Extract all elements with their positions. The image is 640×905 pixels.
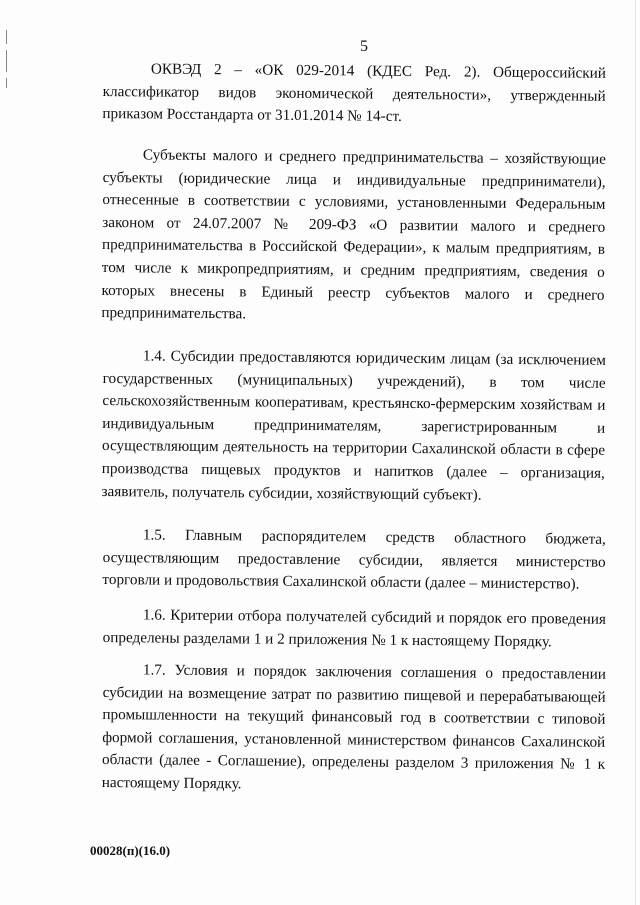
paragraph-1-5 xyxy=(102,524,606,597)
paragraph-text: 1.4. Субсидии предоставляются юридическим лицам (за исключением государственных (муниципальных) учреждений), в том числе сельскохозяйственным кооперативам, крестьянско-фермерским хозяйствам и индивидуальным предпринимателям, зарегистрированным и осуществляющим деятельность на территории Сахалинской области в сфере производства пищевых продуктов и напитков (далее – организация, заявитель, получатель субсидии, хозяйствующий субъект). xyxy=(101,347,606,504)
margin-binding-marks xyxy=(6,30,9,130)
paragraph-text: ОКВЭД 2 – «ОК 029-2014 (КДЕС Ред. 2). Общероссийский классификатор видов экономической деятельности», утвержденный приказом Росстандарта от 31.01.2014 № 14-ст. xyxy=(102,60,606,126)
paragraph-text: 1.5. Главным распорядителем средств областного бюджета, осуществляющим предоставление субсидии, является министерство торговли и продовольствия Сахалинской области (далее – министерство). xyxy=(102,526,606,593)
page-number: 5 xyxy=(360,38,368,55)
paragraph-okved xyxy=(102,58,606,131)
paragraph-text: Субъекты малого и среднего предпринимательства – хозяйствующие субъекты (юридические лица и индивидуальные предприниматели), отнесенные в соответствии с условиями, установленными Федеральным законом от 24.07.2007 № 209-ФЗ «О развитии малого и среднего предпринимательства в Российской Федерации», к малым предприятиям, в том числе к микропредприятиям, и средним предприятиям, сведения о которых внесены в Единый реестр субъектов малого и среднего предпринимательства. xyxy=(101,146,606,323)
footer-document-code: 00028(п)(16.0) xyxy=(90,843,171,858)
paragraph-text: 1.6. Критерии отбора получателей субсидий и порядок его проведения определены разделами 1 и 2 приложения № 1 к настоящему Порядку. xyxy=(102,606,606,650)
page-edge xyxy=(635,0,636,905)
paragraph-1-4 xyxy=(101,345,605,508)
paragraph-1-7 xyxy=(102,659,606,799)
paragraph-sme-definition xyxy=(101,144,606,330)
paragraph-1-6 xyxy=(103,604,606,654)
paragraph-text: 1.7. Условия и порядок заключения соглашения о предоставлении субсидии на возмещение затрат по развитию пищевой и перерабатывающей промышленности на текущий финансовый год в соответствии с типовой формой соглашения, установленной министерством финансов Сахалинской области (далее - Соглашение), определены разделом 3 приложения № 1 к настоящему Порядку. xyxy=(101,661,606,793)
